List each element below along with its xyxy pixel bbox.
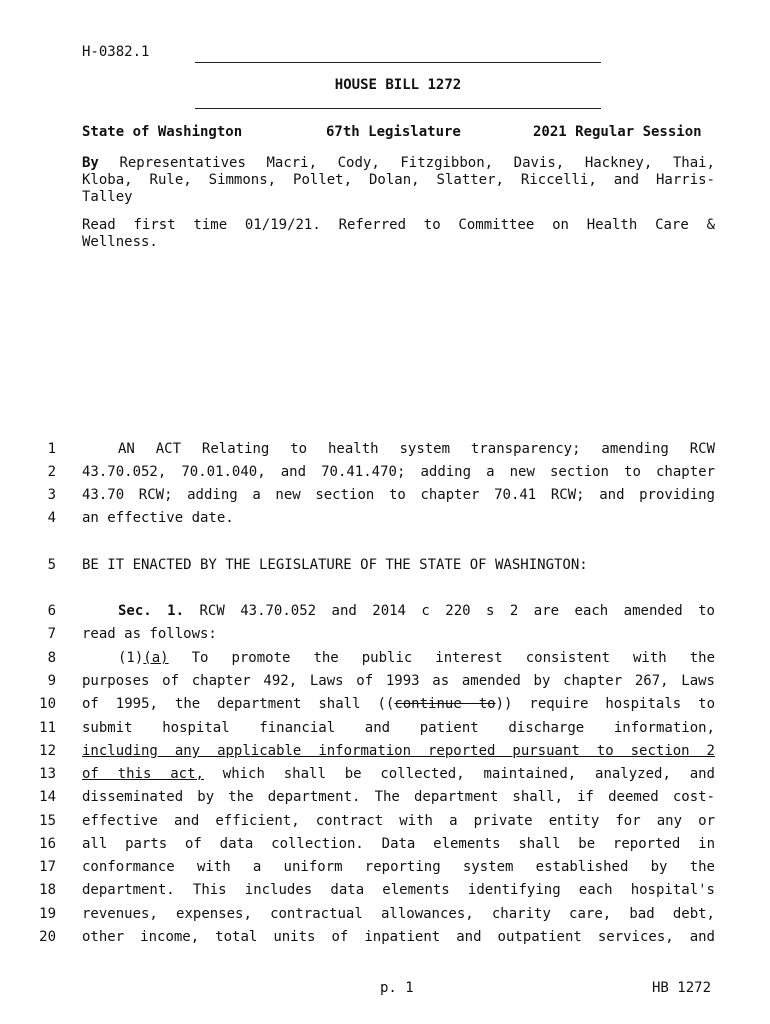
bill-reference: HB 1272 xyxy=(652,980,712,996)
read-first-time xyxy=(82,217,715,251)
read-line-1: Read first time 01/19/21. Referred to Committee on Health Care & xyxy=(82,217,715,233)
body-line-13 xyxy=(82,766,715,783)
body-line-14: disseminated by the department. The department shall, if deemed cost- xyxy=(82,789,715,805)
line-number: 20 xyxy=(39,929,56,945)
document-id: H-0382.1 xyxy=(82,44,150,60)
body-line-7: read as follows: xyxy=(82,626,217,642)
line-number: 15 xyxy=(39,813,56,829)
body-line-1: AN ACT Relating to health system transparency; amending RCW xyxy=(118,441,715,457)
line-number: 18 xyxy=(39,882,56,898)
body-line-2: 43.70.052, 70.01.040, and 70.41.470; adding a new section to chapter xyxy=(82,464,715,480)
inserted-text-line-13: of this act, xyxy=(82,766,204,782)
legislature-label: 67th Legislature xyxy=(326,124,461,140)
line-number: 7 xyxy=(47,626,56,642)
section-amend-text: RCW 43.70.052 and 2014 c 220 s 2 are each amended to xyxy=(199,603,715,619)
sponsor-line-2: Kloba, Rule, Simmons, Pollet, Dolan, Slatter, Riccelli, and Harris- xyxy=(82,172,715,188)
sponsor-line-3: Talley xyxy=(82,189,133,205)
state-label: State of Washington xyxy=(82,124,243,140)
sponsors xyxy=(82,155,715,206)
read-line-2: Wellness. xyxy=(82,234,158,250)
line-number: 4 xyxy=(47,510,56,526)
line-number: 17 xyxy=(39,859,56,875)
body-line-4: an effective date. xyxy=(82,510,234,526)
body-line-13-rest: which shall be collected, maintained, analyzed, and xyxy=(222,766,715,782)
inserted-text-a: (a) xyxy=(143,650,169,666)
line-number: 6 xyxy=(47,603,56,619)
line-number: 11 xyxy=(39,720,56,736)
session-label: 2021 Regular Session xyxy=(533,124,702,140)
sponsor-by: By xyxy=(82,155,99,171)
title-rule xyxy=(195,108,601,109)
body-line-10-start: of 1995, the department shall (( xyxy=(82,696,395,712)
line-number: 12 xyxy=(39,743,56,759)
body-line-19: revenues, expenses, contractual allowances, charity care, bad debt, xyxy=(82,906,715,922)
body-line-10-end: )) require hospitals to xyxy=(495,696,716,712)
line-number: 9 xyxy=(47,673,56,689)
line-number: 13 xyxy=(39,766,56,782)
body-line-3: 43.70 RCW; adding a new section to chapter 70.41 RCW; and providing xyxy=(82,487,715,503)
page-number: p. 1 xyxy=(380,980,414,996)
body-line-16: all parts of data collection. Data elements shall be reported in xyxy=(82,836,715,852)
inserted-text-line-12: including any applicable information reported pursuant to section 2 xyxy=(82,743,715,759)
line-number: 8 xyxy=(47,650,56,666)
body-line-8 xyxy=(118,650,715,667)
line-number: 5 xyxy=(47,557,56,573)
enacting-clause: BE IT ENACTED BY THE LEGISLATURE OF THE STATE OF WASHINGTON: xyxy=(82,557,588,573)
line-number: 14 xyxy=(39,789,56,805)
body-line-20: other income, total units of inpatient and outpatient services, and xyxy=(82,929,715,945)
body-line-9: purposes of chapter 492, Laws of 1993 as amended by chapter 267, Laws xyxy=(82,673,715,689)
subsection-number: (1) xyxy=(118,650,144,666)
body-line-10 xyxy=(82,696,715,713)
line-number: 1 xyxy=(47,441,56,457)
body-line-15: effective and efficient, contract with a private entity for any or xyxy=(82,813,715,829)
struck-text: continue to xyxy=(394,696,496,712)
line-number: 16 xyxy=(39,836,56,852)
body-line-6 xyxy=(118,603,715,620)
section-heading: Sec. 1. xyxy=(118,603,185,619)
top-rule xyxy=(195,62,601,63)
line-number: 3 xyxy=(47,487,56,503)
body-line-8-rest: To promote the public interest consistent with the xyxy=(191,650,715,666)
body-line-17: conformance with a uniform reporting system established by the xyxy=(82,859,715,875)
body-line-18: department. This includes data elements identifying each hospital's xyxy=(82,882,715,898)
line-number: 2 xyxy=(47,464,56,480)
bill-title: HOUSE BILL 1272 xyxy=(334,77,462,93)
sponsor-line-1: Representatives Macri, Cody, Fitzgibbon, Davis, Hackney, Thai, xyxy=(119,155,715,171)
line-number: 19 xyxy=(39,906,56,922)
line-number: 10 xyxy=(39,696,56,712)
body-line-11: submit hospital financial and patient discharge information, xyxy=(82,720,715,736)
